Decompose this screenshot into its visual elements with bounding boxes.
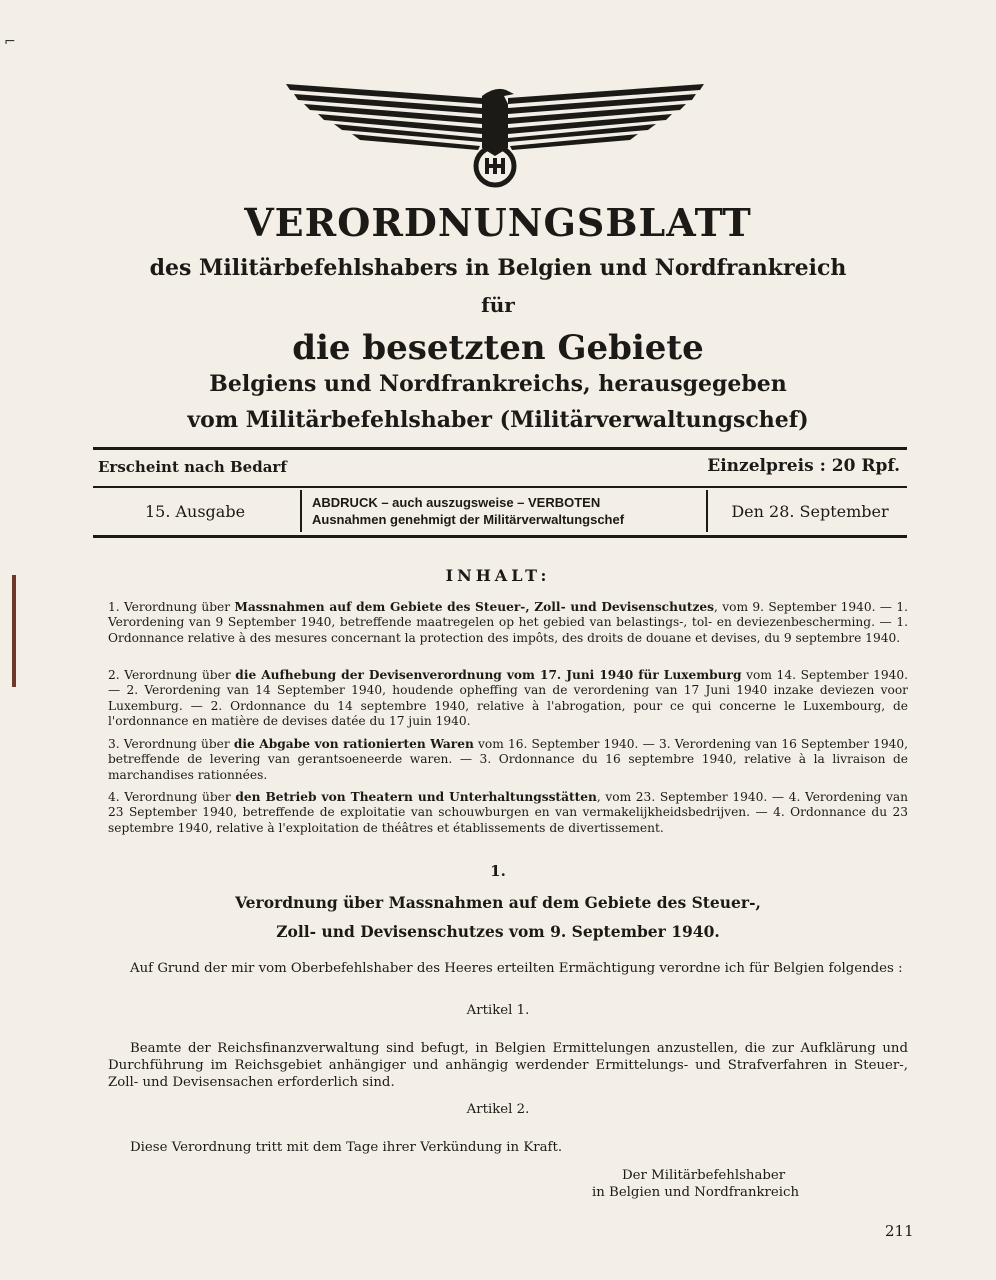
article-2-text: Diese Verordnung tritt mit dem Tage ihrer Verkündung in Kraft. [130, 1140, 563, 1155]
section-title-line-2: Zoll- und Devisenschutzes vom 9. September 1940. [276, 922, 720, 941]
signature-line-2: in Belgien und Nordfrankreich [592, 1185, 800, 1200]
gazette-subtitle-4: Belgiens und Nordfrankreichs, herausgegeben [209, 371, 787, 397]
contents-item: 4. Verordnung über den Betrieb von Theatern und Unterhaltungsstätten, vom 23. September 1940. — 4. Verordening van 23 September 1940, betreffende de exploitatie van schouwburgen en van vermakelijkheidsbedrijven. — 4. Ordonnance du 23 septembre 1940, relative à l'exploitation de théâtres et établissements de divertissement. [108, 790, 908, 835]
contents-item: 3. Verordnung über die Abgabe von rationierten Waren vom 16. September 1940. — 3. Verordening van 16 September 1940, betreffende de levering van gerantsoeneerde waren. — 3. Ordonnance du 16 septembre 1940, relative à la livraison de marchandises rationnées. [108, 737, 908, 782]
section-number: 1. [490, 862, 506, 880]
header-divider-middle [93, 486, 907, 488]
gazette-subtitle-3: die besetzten Gebiete [292, 328, 704, 368]
article-1-text: Beamte der Reichsfinanzverwaltung sind befugt, in Belgien Ermittelungen anzustellen, die zur Aufklärung und Durchführung im Reichsgebiet anhängiger und anhängig werdender Ermittelungs- und Strafverfahren in Steuer-, Zoll- und Devisensachen erforderlich sind. [108, 1041, 908, 1090]
signature-block [592, 1167, 799, 1201]
header-divider-bottom [93, 535, 907, 538]
unit-price: Einzelpreis : 20 Rpf. [707, 456, 900, 476]
contents-heading: INHALT: [445, 566, 551, 585]
publication-frequency: Erscheint nach Bedarf [98, 458, 287, 476]
reprint-notice-line-2: Ausnahmen genehmigt der Militärverwaltungschef [312, 512, 625, 527]
gazette-subtitle-5: vom Militärbefehlshaber (Militärverwaltungschef) [187, 407, 809, 433]
eagle-emblem-icon [282, 78, 708, 190]
article-2-heading: Artikel 2. [466, 1102, 530, 1117]
preamble-text: Auf Grund der mir vom Oberbefehlshaber des Heeres erteilten Ermächtigung verordne ich für Belgien folgendes : [130, 961, 903, 976]
reprint-notice [300, 490, 708, 532]
issue-date: Den 28. September [731, 501, 889, 521]
page-number: 211 [885, 1222, 914, 1240]
issue-number: 15. Ausgabe [144, 501, 246, 521]
binding-thread [12, 575, 16, 687]
gazette-subtitle-1: des Militärbefehlshabers in Belgien und Nordfrankreich [149, 255, 847, 281]
signature-line-1: Der Militärbefehlshaber [622, 1168, 786, 1183]
section-title-line-1: Verordnung über Massnahmen auf dem Gebiete des Steuer-, [235, 893, 761, 912]
contents-item: 2. Verordnung über die Aufhebung der Devisenverordnung vom 17. Juni 1940 für Luxemburg vom 14. September 1940. — 2. Verordening van 14 September 1940, houdende opheffing van de verordening van 17 Juni 1940 inzake deviezen voor Luxemburg. — 2. Ordonnance du 14 septembre 1940, relative à l'abrogation, pour ce qui concerne le Luxembourg, de l'ordonnance en matière de devises datée du 17 juin 1940. [108, 668, 908, 728]
gazette-title: VERORDNUNGSBLATT [244, 200, 752, 245]
gazette-subtitle-2: für [481, 293, 515, 317]
contents-item: 1. Verordnung über Massnahmen auf dem Gebiete des Steuer-, Zoll- und Devisenschutzes, vom 9. September 1940. — 1. Verordening van 9 September 1940, betreffende maatregelen op het gebied van belastings-, tol- en deviezenbescherming. — 1. Ordonnance relative à des mesures concernant la protection des impôts, des droits de douane et devises, du 9 septembre 1940. [108, 600, 908, 645]
header-divider-top [93, 447, 907, 450]
reprint-notice-line-1: ABDRUCK – auch auszugsweise – VERBOTEN [312, 495, 601, 510]
article-1-heading: Artikel 1. [466, 1003, 530, 1018]
corner-mark: ⌐ [4, 34, 16, 50]
